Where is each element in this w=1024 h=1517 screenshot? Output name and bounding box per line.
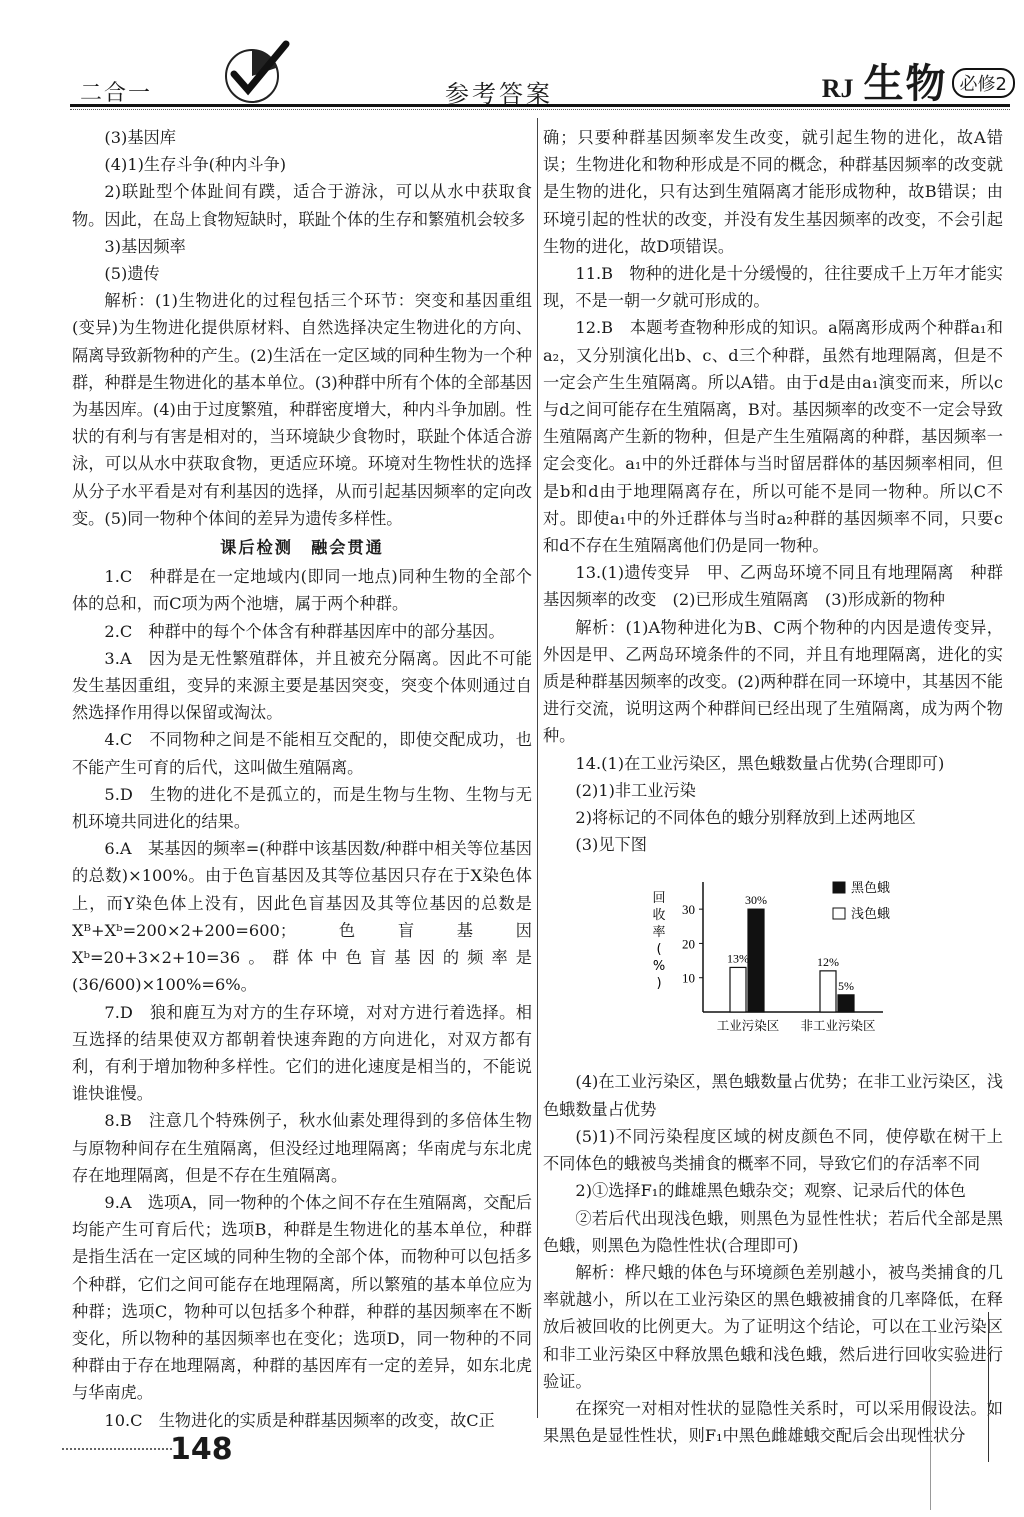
legend-swatch [833, 908, 845, 919]
answer-item: 8.B 注意几个特殊例子，秋水仙素处理得到的多倍体生物与原物种间存在生殖隔离，但没经过地理隔离；华南虎与东北虎存在地理隔离，但是不存在生殖隔离。 [72, 1111, 532, 1185]
answer-item: 1.C 种群是在一定地域内(即同一地点)同种生物的全部个体的总和，而C项为两个池塘，属于两个种群。 [72, 567, 532, 614]
y-axis-label: 收 [652, 908, 666, 924]
answer-item: 4.C 不同物种之间是不能相互交配的，即使交配成功，也不能产生可育的后代，这叫做生殖隔离。 [72, 730, 532, 777]
answer-item: (2)1)非工业污染 [575, 780, 696, 800]
bar [838, 995, 854, 1012]
subject-badge [821, 52, 1015, 107]
answer-item: 7.D 狼和鹿互为对方的生存环境，对对方进行着选择。相互选择的结果使双方都朝着快速奔跑的方向进化，对双方都有利，有利于增加物种多样性。它们的进化速度是相当的，不能说谁快谁慢。 [72, 1002, 532, 1104]
legend-label: 黑色蛾 [851, 881, 891, 897]
y-tick-label: 20 [682, 936, 695, 952]
section-title: 课后检测 融会贯通 [220, 538, 384, 558]
legend-swatch [833, 882, 845, 893]
answer-item: 6.A 某基因的频率=(种群中该基因数/种群中相关等位基因的总数)×100%。由于色盲基因及其等位基因只存在于X染色体上，而Y染色体上没有，因此色盲基因及其等位基因的总数是Xᴮ+Xᵇ=200×2+200=600；色盲基因Xᵇ=20+3×2+10=36。群体中色盲基因的频率是(36/600)×100%=6%。 [72, 839, 532, 995]
answer-item: 3.A 因为是无性繁殖群体，并且被充分隔离。因此不可能发生基因重组，变异的来源主要是基因突变，突变个体则通过自然选择作用得以保留或淘汰。 [72, 648, 532, 723]
answer-continuation: 确；只要种群基因频率发生改变，就引起生物的进化，故A错误；生物进化和物种形成是不同的概念，种群基因频率的改变就是生物的进化，只有达到生殖隔离才能形成物种，故B错误；由环境引起的性状的改变，并没有发生基因频率的改变，不会引起生物的进化，故D项错误。 [543, 128, 1003, 256]
margin-line [988, 1312, 989, 1462]
logo-icon [182, 38, 312, 104]
header-rule-dotted [70, 109, 1010, 110]
explanation: 解析：桦尺蛾的体色与环境颜色差别越小，被鸟类捕食的几率就越小，所以在工业污染区的黑色蛾被捕食的几率降低，在释放后被回收的比例更大。为了证明这个结论，可以在工业污染区和非工业污染区中释放黑色蛾和浅色蛾，然后进行回收实验进行验证。 [543, 1262, 1003, 1391]
answer-item: 10.C 生物进化的实质是种群基因频率的改变，故C正 [104, 1410, 495, 1430]
edition-label: RJ [821, 74, 854, 103]
bar-chart [543, 862, 1003, 1062]
column-divider [537, 118, 538, 1418]
subject-label: 生物 [863, 60, 948, 107]
explanation: 在探究一对相对性状的显隐性关系时，可以采用假设法。如果黑色是显性性状，则F₁中黑色雌雄蛾交配后会出现性状分 [543, 1398, 1003, 1446]
y-axis-label: ) [656, 976, 662, 992]
answer-item: (5)1)不同污染程度区域的树皮颜色不同，使停歇在树干上不同体色的蛾被鸟类捕食的概率不同，导致它们的存活率不同 [543, 1126, 1003, 1174]
bar [748, 910, 764, 1013]
volume-label: 必修2 [952, 68, 1015, 98]
margin-line [930, 1330, 931, 1510]
bar [820, 971, 836, 1012]
answer-item: 14.(1)在工业污染区，黑色蛾数量占优势(合理即可) [575, 753, 945, 773]
explanation: 解析：(1)A物种进化为B、C两个物种的内因是遗传变异，外因是甲、乙两岛环境条件的不同，并且有地理隔离，进化的实质是种群基因频率的改变。(2)两种群在同一环境中，其基因不能进行交流，说明这两个种群间已经出现了生殖隔离，成为两个物种。 [543, 617, 1003, 746]
answer-item: 12.B 本题考查物种形成的知识。a隔离形成两个种群a₁和a₂，又分别演化出b、c、d三个种群，虽然有地理隔离，但是不一定会产生生殖隔离。所以A错。由于d是由a₁演变而来，所以c与d之间可能存在生殖隔离，B对。基因频率的改变不一定会导致生殖隔离产生新的物种，但是产生生殖隔离的种群，基因频率一定会变化。a₁中的外迁群体与当时留居群体的基因频率相同，但是b和d由于地理隔离存在，所以可能不是同一物种。所以C不对。即使a₁中的外迁群体与当时a₂种群的基因频率不同，只要c和d不存在生殖隔离他们仍是同一物种。 [543, 318, 1003, 556]
answer-item: (3)见下图 [575, 835, 647, 855]
y-tick-label: 10 [682, 971, 695, 987]
y-axis-label: ( [656, 942, 662, 958]
answer-item: (4)在工业污染区，黑色蛾数量占优势；在非工业污染区，浅色蛾数量占优势 [543, 1072, 1004, 1119]
x-tick-label: 工业污染区 [716, 1018, 780, 1034]
answer-line: 3)基因频率 [104, 236, 186, 256]
answer-item: 2)①选择F₁的雌雄黑色蛾杂交；观察、记录后代的体色 [575, 1181, 966, 1201]
data-label: 5% [838, 979, 854, 994]
page-number: 148 [170, 1432, 233, 1467]
answer-line: (5)遗传 [104, 264, 160, 284]
y-axis-label: 率 [652, 925, 666, 941]
left-column [72, 124, 532, 1434]
page-title: 参考答案 [445, 80, 553, 108]
y-tick-label: 30 [682, 902, 695, 918]
header-rule [70, 104, 1010, 107]
right-column [543, 124, 1003, 1449]
answer-item: 5.D 生物的进化不是孤立的，而是生物与生物、生物与无机环境共同进化的结果。 [72, 784, 532, 832]
data-label: 12% [817, 955, 839, 970]
explanation: 解析：(1)生物进化的过程包括三个环节：突变和基因重组(变异)为生物进化提供原材料、自然选择决定生物进化的方向、隔离导致新物种的产生。(2)生活在一定区域的同种生物为一个种群，种群是生物进化的基本单位。(3)种群中所有个体的全部基因为基因库。(4)由于过度繁殖，种群密度增大，种内斗争加剧。性状的有利与有害是相对的，当环境缺少食物时，联趾个体适合游泳，可以从水中获取食物，更适应环境。环境对生物性状的选择从分子水平看是对有利基因的选择，从而引起基因频率的定向改变。(5)同一物种个体间的差异为遗传多样性。 [72, 291, 532, 528]
y-axis-label: % [652, 959, 666, 975]
answer-item: 13.(1)遗传变异 甲、乙两岛环境不同且有地理隔离 种群基因频率的改变 (2)已形成生殖隔离 (3)形成新的物种 [543, 563, 1003, 610]
answer-item: 9.A 选项A，同一物种的个体之间不存在生殖隔离，交配后均能产生可育后代；选项B，种群是生物进化的基本单位，种群是指生活在一定区域的同种生物的全部个体，而物种可以包括多个种群，它们之间可能存在地理隔离，所以繁殖的基本单位应为种群；选项C，物种可以包括多个种群，种群的基因频率在不断变化，所以物种的基因频率也在变化；选项D，同一物种的不同种群由于存在地理隔离，种群的基因库有一定的差异，如东北虎与华南虎。 [72, 1192, 532, 1403]
answer-item: ②若后代出现浅色蛾，则黑色为显性性状；若后代全部是黑色蛾，则黑色为隐性性状(合理即可) [543, 1208, 1003, 1255]
data-label: 13% [727, 951, 749, 966]
answer-line: (3)基因库 [104, 128, 176, 147]
y-axis-label: 回 [652, 891, 666, 907]
page-header [70, 38, 1015, 108]
page-number-decoration [62, 1448, 172, 1450]
answer-item: 2)将标记的不同体色的蛾分别释放到上述两地区 [575, 808, 916, 828]
x-tick-label: 非工业污染区 [800, 1018, 876, 1034]
answer-item: 11.B 物种的进化是十分缓慢的，往往要成千上万年才能实现，不是一朝一夕就可形成的。 [543, 264, 1003, 311]
brand-label: 二合一 [80, 81, 153, 106]
legend-label: 浅色蛾 [851, 907, 891, 923]
data-label: 30% [745, 893, 767, 908]
recapture-chart [543, 862, 1003, 1062]
answer-line: 2)联趾型个体趾间有蹼，适合于游泳，可以从水中获取食物。因此，在岛上食物短缺时，联趾个体的生存和繁殖机会较多 [72, 182, 532, 229]
answer-item: 2.C 种群中的每个个体含有种群基因库中的部分基因。 [104, 621, 505, 641]
bar [730, 968, 746, 1013]
answer-line: (4)1)生存斗争(种内斗争) [104, 155, 287, 175]
